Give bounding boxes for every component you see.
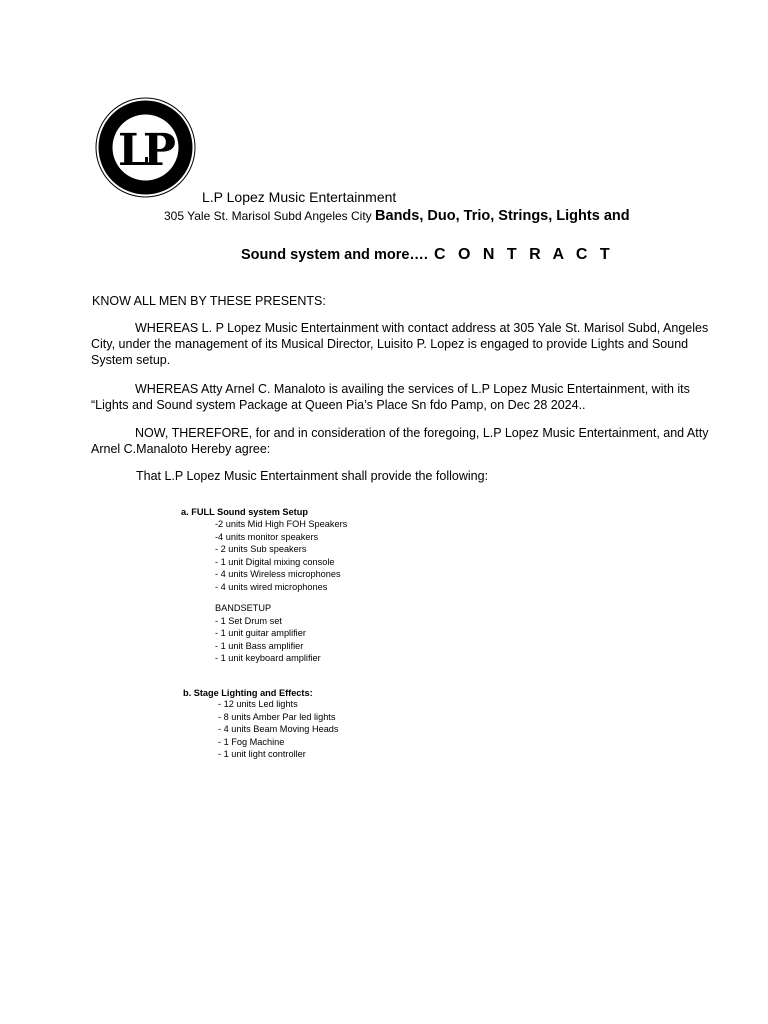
section-b-title: b. Stage Lighting and Effects: [183,688,313,698]
svg-text:LP: LP [117,125,171,176]
services-tagline: Bands, Duo, Trio, Strings, Lights and [375,208,630,224]
services-tagline-continued: Sound system and more…. [241,247,428,263]
lp-logo [95,97,196,198]
section-a-list [215,518,347,594]
list-item: - 1 unit guitar amplifier [215,628,306,639]
section-a-title: a. FULL Sound system Setup [181,507,308,517]
list-item: - 12 units Led lights [218,699,298,709]
list-item: - 8 units Amber Par led lights [218,711,336,722]
list-item: - 1 Fog Machine [218,736,285,747]
band-setup-title: BANDSETUP [215,603,272,613]
list-item: - 1 unit Bass amplifier [215,640,304,651]
list-item: - 1 Set Drum set [215,615,282,626]
whereas-text-2: WHEREAS Atty Arnel C. Manaloto is availing the services of L.P Lopez Music Entertainment, with its “Lights and Sound system Package at Queen Pia’s Place Sn fdo Pamp, on Dec 28 2024.. [91,382,690,413]
company-address: 305 Yale St. Marisol Subd Angeles City [164,209,372,223]
company-name: L.P Lopez Music Entertainment [202,189,397,205]
band-setup-list [215,602,321,665]
list-item: -4 units monitor speakers [215,531,319,542]
list-item: - 1 unit light controller [218,749,306,760]
now-therefore-text: NOW, THEREFORE, for and in consideration of the foregoing, L.P Lopez Music Entertainment, and Atty Arnel C.Manaloto Hereby agree: [91,426,709,457]
know-all-men: KNOW ALL MEN BY THESE PRESENTS: [92,294,326,308]
section-b-list [218,698,339,761]
whereas-text-1: WHEREAS L. P Lopez Music Entertainment with contact address at 305 Yale St. Marisol Subd, Angeles City, under the management of its Musical Director, Luisito P. Lopez is engaged to provide Lights and Sound System setup. [91,321,709,368]
whereas-paragraph-2 [91,381,716,413]
address-line [164,208,630,224]
list-item: - 2 units Sub speakers [215,544,307,555]
whereas-paragraph-1 [91,320,716,369]
contract-heading: C O N T R A C T [433,246,614,263]
provide-intro: That L.P Lopez Music Entertainment shall provide the following: [136,469,489,483]
list-item: - 1 unit keyboard amplifier [215,653,321,664]
list-item: - 1 unit Digital mixing console [215,556,335,567]
document-title [241,246,614,264]
list-item: - 4 units Wireless microphones [215,569,341,580]
now-therefore-paragraph [91,425,716,457]
list-item: - 4 units wired microphones [215,581,328,592]
list-item: - 4 units Beam Moving Heads [218,724,339,735]
list-item: -2 units Mid High FOH Speakers [215,519,348,529]
